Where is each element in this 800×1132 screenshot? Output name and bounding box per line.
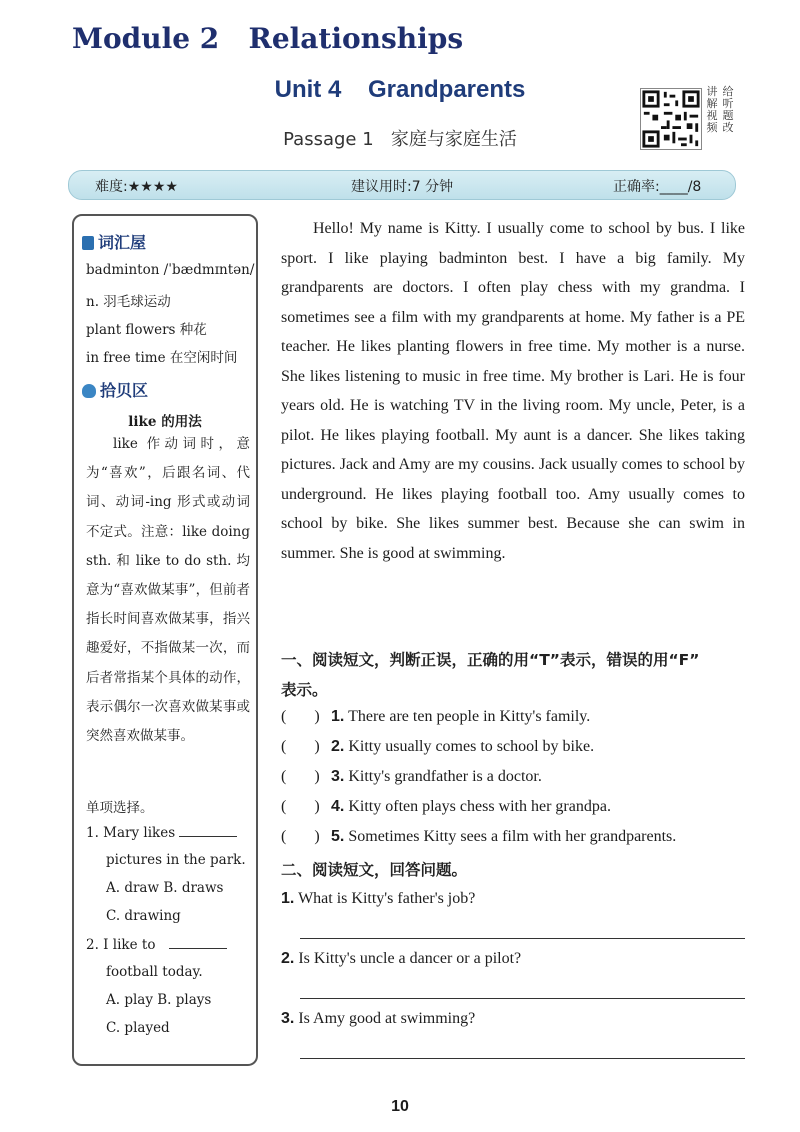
q2-option-c: C. played xyxy=(106,1020,170,1036)
vocab-heading xyxy=(82,230,146,253)
answer-line[interactable] xyxy=(300,998,745,999)
tf-question xyxy=(281,708,590,726)
answer-parens[interactable]: ( ) xyxy=(281,738,320,755)
vocab-item: n. 羽毛球运动 xyxy=(86,294,171,310)
answer-parens[interactable]: ( ) xyxy=(281,708,320,725)
q2-cont: football today. xyxy=(106,964,203,980)
question-number: 5. xyxy=(331,828,345,845)
book-icon xyxy=(82,236,94,250)
module-label: Module 2 xyxy=(72,22,220,55)
section2-heading: 二、阅读短文，回答问题。 xyxy=(281,861,468,879)
question-text: Sometimes Kitty sees a film with her grandparents. xyxy=(348,828,677,845)
vocab-item: plant flowers 种花 xyxy=(86,322,207,338)
vocab-item: badminton /ˈbædmɪntən/ xyxy=(86,262,255,278)
qr-char: 改 xyxy=(722,121,734,134)
answer-parens[interactable]: ( ) xyxy=(281,768,320,785)
question-number: 2. xyxy=(281,950,295,967)
short-answer-question xyxy=(281,890,475,908)
question-text: Kitty often plays chess with her grandpa. xyxy=(348,798,611,815)
answer-parens[interactable]: ( ) xyxy=(281,828,320,845)
answer-parens[interactable]: ( ) xyxy=(281,798,320,815)
qr-char: 解 xyxy=(706,97,718,110)
qr-char: 给 xyxy=(722,85,734,98)
answer-blank[interactable] xyxy=(169,936,227,949)
qr-char: 题 xyxy=(722,109,734,122)
q2-options: A. play B. plays xyxy=(106,992,212,1008)
unit-name: Grandparents xyxy=(367,76,526,103)
question-text: There are ten people in Kitty's family. xyxy=(348,708,591,725)
section1-heading: 一、阅读短文，判断正误，正确的用“T”表示，错误的用“F” xyxy=(281,651,700,669)
exercise-q1 xyxy=(86,824,237,841)
q1-options: A. draw B. draws xyxy=(106,880,224,896)
module-title xyxy=(72,22,463,55)
section1-heading-cont: 表示。 xyxy=(281,681,328,699)
grammar-subtitle: like 的用法 xyxy=(128,414,202,430)
tf-question xyxy=(281,768,542,786)
accuracy-field[interactable]: 正确率:____/8 xyxy=(613,179,702,195)
tf-question xyxy=(281,738,594,756)
grammar-heading xyxy=(82,378,148,401)
passage-label: Passage 1 xyxy=(283,129,374,150)
tf-question xyxy=(281,798,611,816)
page-number: 10 xyxy=(391,1098,409,1115)
shell-icon xyxy=(82,384,96,398)
qr-label xyxy=(704,86,744,134)
answer-blank[interactable] xyxy=(179,824,237,837)
question-text: Kitty usually comes to school by bike. xyxy=(348,738,595,755)
question-text: Kitty's grandfather is a doctor. xyxy=(348,768,542,785)
vocab-item: in free time 在空闲时间 xyxy=(86,350,238,366)
suggested-time: 建议用时:7 分钟 xyxy=(351,179,454,195)
module-name: Relationships xyxy=(248,22,464,55)
question-number: 2. xyxy=(331,738,345,755)
grammar-title: 拾贝区 xyxy=(100,381,149,400)
qr-char: 讲 xyxy=(706,85,718,98)
tf-question xyxy=(281,828,676,846)
q1-cont: pictures in the park. xyxy=(106,852,246,868)
question-number: 1. xyxy=(281,890,295,907)
exercise-title: 单项选择。 xyxy=(86,800,154,816)
question-number: 4. xyxy=(331,798,345,815)
sidebar xyxy=(72,214,258,1066)
question-text: What is Kitty's father's job? xyxy=(298,890,476,907)
q2-stem: 2. I like to xyxy=(86,937,156,953)
info-bar xyxy=(68,170,736,200)
vocab-title: 词汇屋 xyxy=(98,233,147,252)
qr-char: 视 xyxy=(706,109,718,122)
qr-code-icon[interactable] xyxy=(640,88,702,150)
q1-option-c: C. drawing xyxy=(106,908,181,924)
question-text: Is Kitty's uncle a dancer or a pilot? xyxy=(298,950,522,967)
question-number: 1. xyxy=(331,708,345,725)
short-answer-question xyxy=(281,950,521,968)
unit-label: Unit 4 xyxy=(274,76,342,103)
exercise-q2 xyxy=(86,936,227,953)
q1-stem: 1. Mary likes xyxy=(86,825,176,841)
grammar-text: like 作动词时，意为“喜欢”，后跟名词、代词、动词-ing 形式或动词不定式。注意：like doing sth. 和 like to do sth. 均意为“喜欢做某事”，但前者指长时间喜欢做某事，指兴趣爱好，不指做某一次，而后者常指某个具体的动作，表示偶尔一次喜欢做某事或突然喜欢做某事。 xyxy=(86,436,250,745)
answer-line[interactable] xyxy=(300,1058,745,1059)
difficulty-rating: 难度:★★★★ xyxy=(95,179,178,195)
short-answer-question xyxy=(281,1010,475,1028)
question-text: Is Amy good at swimming? xyxy=(298,1010,476,1027)
qr-char: 听 xyxy=(722,97,734,110)
question-number: 3. xyxy=(331,768,345,785)
qr-char: 频 xyxy=(706,121,718,134)
reading-passage: Hello! My name is Kitty. I usually come to school by bus. I like sport. I like playing badminton best. I have a big family. My grandparents are doctors. I often play chess with my grandma. I sometimes see a film with my grandparents at home. My father is a PE teacher. He likes planting flowers in free time. My mother is a nurse. She likes listening to music in free time. My brother is Lari. He is four years old. He is watching TV in the living room. My uncle, Peter, is a pilot. He likes playing football. My aunt is a dancer. She likes taking pictures. Jack and Amy are my cousins. Jack usually comes to school by underground. He likes playing football too. Amy usually comes to school by bike. She likes summer best. Because she can swim in summer. She is good at swimming. xyxy=(281,220,745,562)
answer-line[interactable] xyxy=(300,938,745,939)
passage-topic: 家庭与家庭生活 xyxy=(390,129,517,150)
question-number: 3. xyxy=(281,1010,295,1027)
